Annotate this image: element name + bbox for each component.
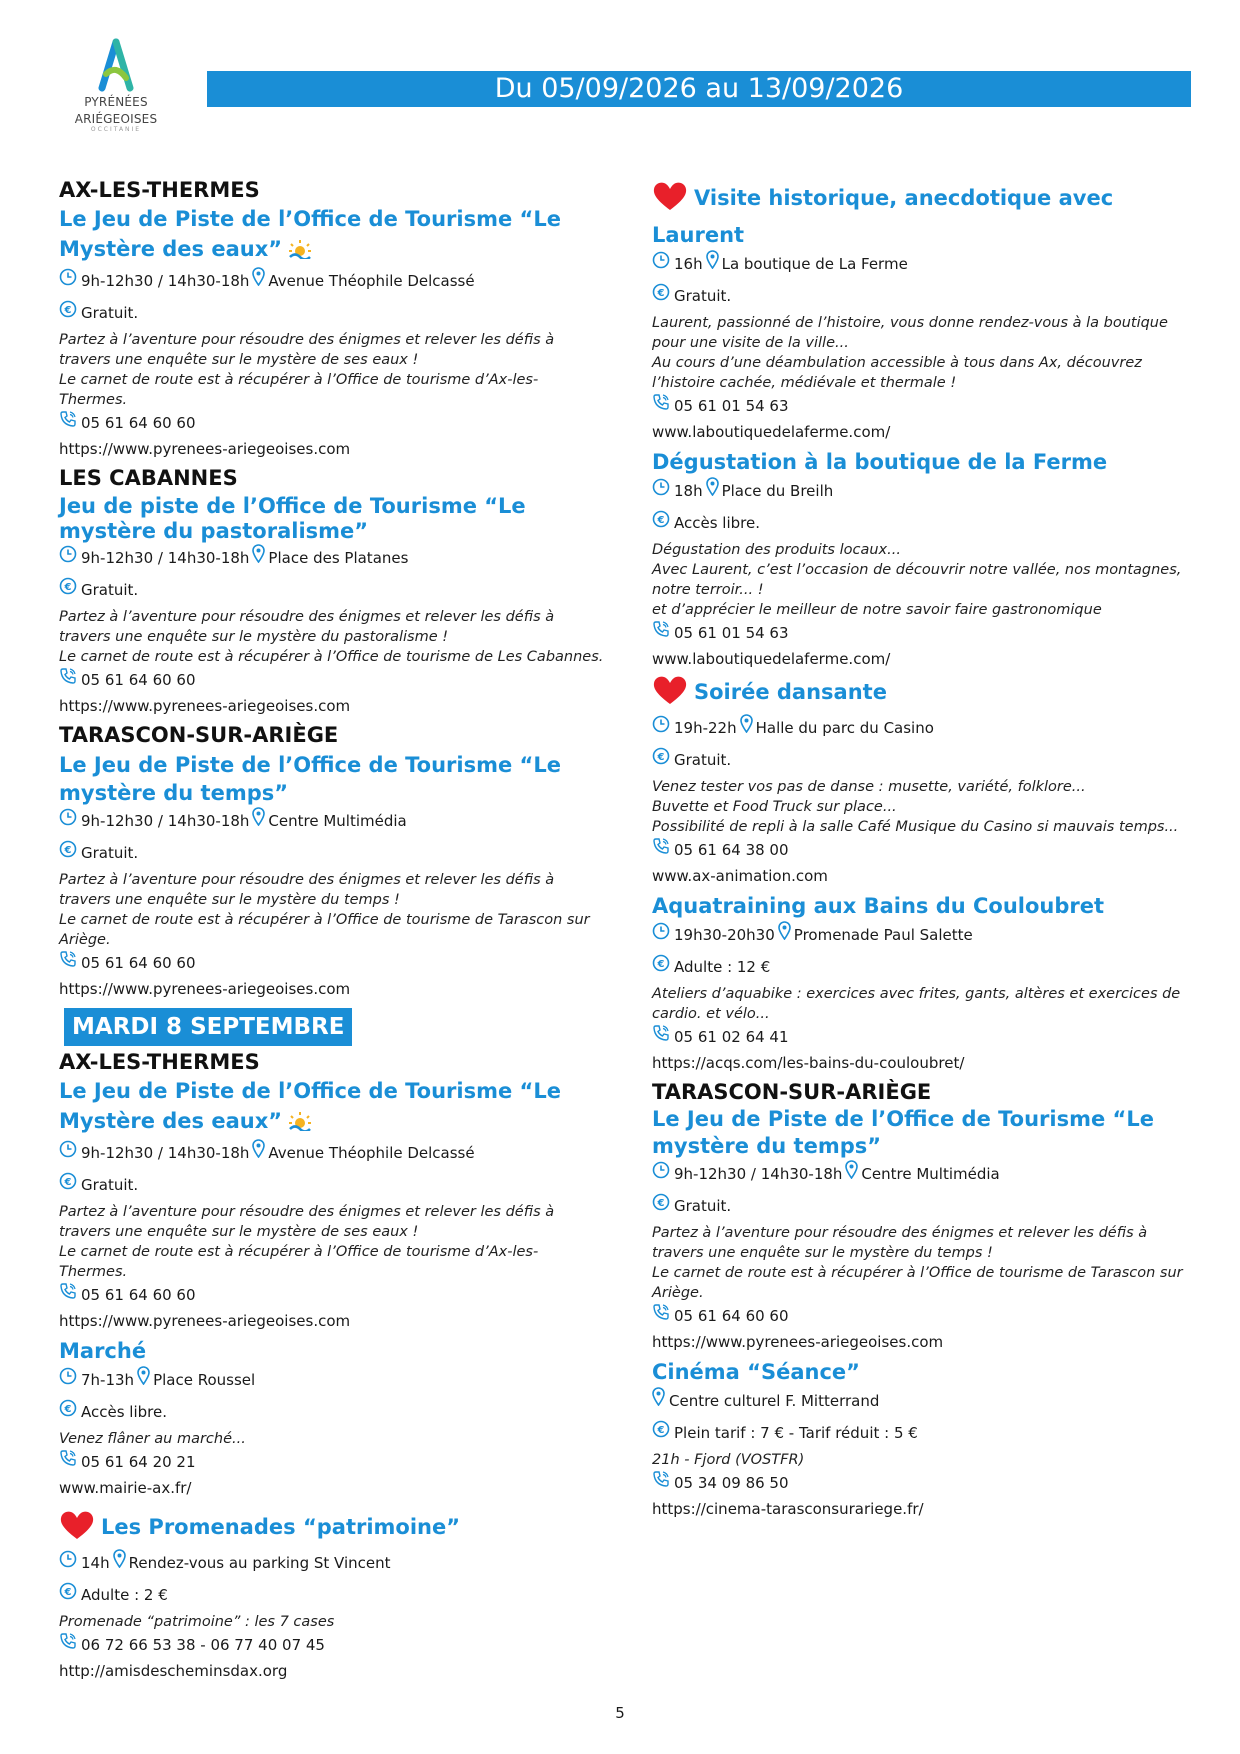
location-pin-icon xyxy=(706,477,719,504)
event-entry xyxy=(59,751,604,1002)
location-pin-icon xyxy=(252,267,265,294)
event-title: Cinéma “Séance” xyxy=(652,1360,860,1384)
event-description: Partez à l’aventure pour résoudre des énigmes et relever les défis à travers une enquête sur le mystère du temps ! Le carnet de route est à récupérer à l’Office de tourisme de Tarascon sur Ariège. xyxy=(59,872,590,948)
svg-text:€: € xyxy=(64,1177,72,1188)
event-time-place xyxy=(652,477,1192,504)
event-title: Les Promenades “patrimoine” xyxy=(59,1509,604,1549)
phone-icon xyxy=(652,620,670,646)
location-pin-icon xyxy=(778,921,791,948)
logo-text-line3: OCCITANIE xyxy=(90,126,142,133)
event-time: 19h30-20h30 xyxy=(674,925,775,944)
location-pin-icon xyxy=(845,1160,858,1187)
event-time: 7h-13h xyxy=(81,1370,135,1389)
event-title: Marché xyxy=(59,1339,147,1363)
event-place: Avenue Théophile Delcassé xyxy=(268,1143,475,1162)
heart-icon xyxy=(59,1509,95,1549)
svg-text:€: € xyxy=(64,1404,72,1415)
heart-icon xyxy=(652,674,688,714)
event-time: 9h-12h30 / 14h30-18h xyxy=(81,548,250,567)
clock-icon xyxy=(652,715,670,741)
event-time: 9h-12h30 / 14h30-18h xyxy=(81,1143,250,1162)
event-price xyxy=(652,1193,1192,1219)
event-phone-number[interactable]: 05 61 64 60 60 xyxy=(81,1286,196,1304)
event-price xyxy=(652,510,1192,536)
event-place: Centre Multimédia xyxy=(268,811,407,830)
event-phone xyxy=(652,620,1192,646)
event-description: Partez à l’aventure pour résoudre des énigmes et relever les défis à travers une enquête sur le mystère du pastoralisme ! Le carnet de route est à récupérer à l’Office de tourisme de Les Cabannes. xyxy=(59,609,604,665)
event-phone-number[interactable]: 05 61 64 38 00 xyxy=(674,841,789,859)
event-title: Soirée dansante xyxy=(652,674,1192,714)
event-phone xyxy=(652,1024,1192,1050)
event-url[interactable]: https://acqs.com/les-bains-du-couloubret/ xyxy=(652,1054,965,1072)
event-entry xyxy=(59,1336,604,1501)
event-place: Place des Platanes xyxy=(268,548,409,567)
event-phone xyxy=(59,410,604,436)
phone-icon xyxy=(652,393,670,419)
euro-icon xyxy=(652,954,670,980)
event-phone-number[interactable]: 06 72 66 53 38 - 06 77 40 07 45 xyxy=(81,1636,325,1654)
phone-icon xyxy=(59,1282,77,1308)
svg-text:€: € xyxy=(64,582,72,593)
event-price-text: Gratuit. xyxy=(81,304,139,322)
left-column xyxy=(59,176,604,1686)
event-time-place xyxy=(59,267,604,294)
town-heading: AX-LES-THERMES xyxy=(59,178,260,202)
event-url[interactable]: www.laboutiquedelaferme.com/ xyxy=(652,650,891,668)
event-url[interactable]: https://cinema-tarasconsurariege.fr/ xyxy=(652,1500,924,1518)
logo-text-line2: ARIÉGEOISES xyxy=(74,112,158,126)
event-description: Promenade “patrimoine” : les 7 cases xyxy=(59,1614,335,1630)
event-time-place xyxy=(59,1549,604,1576)
logo-text-line1: PYRÉNÉES xyxy=(84,95,148,109)
logo xyxy=(66,38,166,134)
svg-text:€: € xyxy=(64,845,72,856)
event-price-text: Accès libre. xyxy=(674,514,760,532)
event-title: Le Jeu de Piste de l’Office de Tourisme “Le Mystère des eaux” xyxy=(59,204,604,267)
euro-icon xyxy=(652,1193,670,1219)
location-pin-icon xyxy=(740,714,753,741)
event-place: La boutique de La Ferme xyxy=(721,254,908,273)
event-url[interactable]: www.mairie-ax.fr/ xyxy=(59,1479,192,1497)
event-price-text: Adulte : 2 € xyxy=(81,1586,168,1604)
event-price-text: Plein tarif : 7 € - Tarif réduit : 5 € xyxy=(674,1424,918,1442)
event-price-text: Gratuit. xyxy=(674,751,732,769)
svg-text:€: € xyxy=(657,752,665,763)
event-phone-number[interactable]: 05 61 64 60 60 xyxy=(81,671,196,689)
page-number: 5 xyxy=(615,1704,625,1722)
event-entry xyxy=(59,1509,604,1684)
event-phone xyxy=(59,950,604,976)
event-price xyxy=(59,577,604,603)
event-phone xyxy=(59,1282,604,1308)
event-title: Le Jeu de Piste de l’Office de Tourisme “Le mystère du temps” xyxy=(652,1107,1154,1158)
euro-icon xyxy=(59,840,77,866)
location-pin-icon xyxy=(137,1366,150,1393)
clock-icon xyxy=(59,268,77,294)
town-heading: LES CABANNES xyxy=(59,466,238,490)
phone-icon xyxy=(59,1632,77,1658)
svg-text:€: € xyxy=(657,515,665,526)
event-time-place xyxy=(59,807,604,834)
svg-text:€: € xyxy=(64,305,72,316)
event-price-text: Gratuit. xyxy=(81,844,139,862)
event-place: Rendez-vous au parking St Vincent xyxy=(128,1553,391,1572)
event-description: Dégustation des produits locaux... Avec Laurent, c’est l’occasion de découvrir notre vallée, nos montagnes, notre terroir... ! et d’apprécier le meilleur de notre savoir faire gastronomique xyxy=(652,542,1182,618)
phone-icon xyxy=(652,837,670,863)
event-time: 9h-12h30 / 14h30-18h xyxy=(81,271,250,290)
family-sun-icon xyxy=(288,237,312,267)
phone-icon xyxy=(652,1303,670,1329)
event-description: Partez à l’aventure pour résoudre des énigmes et relever les défis à travers une enquête sur le mystère de ses eaux ! Le carnet de route est à récupérer à l’Office de tourisme d’Ax-les-Thermes. xyxy=(59,1204,555,1280)
event-description: Venez flâner au marché... xyxy=(59,1431,246,1447)
euro-icon xyxy=(652,283,670,309)
event-url[interactable]: https://www.pyrenees-ariegeoises.com xyxy=(59,440,351,458)
event-title: Dégustation à la boutique de la Ferme xyxy=(652,450,1108,474)
event-price xyxy=(652,954,1192,980)
event-title: Aquatraining aux Bains du Couloubret xyxy=(652,894,1105,918)
date-range-banner: Du 05/09/2026 au 13/09/2026 xyxy=(207,71,1191,107)
event-price-text: Gratuit. xyxy=(674,1197,732,1215)
event-title: Le Jeu de Piste de l’Office de Tourisme “Le mystère du temps” xyxy=(59,753,561,805)
phone-icon xyxy=(59,1449,77,1475)
logo-mark-icon xyxy=(96,38,136,92)
svg-text:€: € xyxy=(657,288,665,299)
event-place: Place du Breilh xyxy=(721,481,834,500)
event-time: 19h-22h xyxy=(674,718,737,737)
event-url[interactable]: https://www.pyrenees-ariegeoises.com xyxy=(652,1333,944,1351)
event-phone-number[interactable]: 05 61 01 54 63 xyxy=(674,397,789,415)
event-price xyxy=(652,283,1192,309)
event-url[interactable]: https://www.pyrenees-ariegeoises.com xyxy=(59,697,351,715)
event-price-text: Gratuit. xyxy=(81,581,139,599)
event-entry xyxy=(652,674,1192,889)
event-phone-number[interactable]: 05 61 01 54 63 xyxy=(674,624,789,642)
event-phone xyxy=(652,1303,1192,1329)
event-phone xyxy=(59,667,604,693)
event-entry xyxy=(59,494,604,719)
event-place: Halle du parc du Casino xyxy=(755,718,934,737)
event-place: Promenade Paul Salette xyxy=(793,925,973,944)
event-phone-number[interactable]: 05 34 09 86 50 xyxy=(674,1474,789,1492)
event-time-place xyxy=(652,250,1192,277)
event-phone-number[interactable]: 05 61 02 64 41 xyxy=(674,1028,789,1046)
event-price xyxy=(652,1420,1192,1446)
event-time: 9h-12h30 / 14h30-18h xyxy=(674,1164,843,1183)
event-price-text: Accès libre. xyxy=(81,1403,167,1421)
location-pin-icon xyxy=(652,1387,665,1414)
town-heading: AX-LES-THERMES xyxy=(59,1050,260,1074)
event-place: Centre culturel F. Mitterrand xyxy=(669,1391,880,1410)
event-url[interactable]: www.laboutiquedelaferme.com/ xyxy=(652,423,891,441)
location-pin-icon xyxy=(706,250,719,277)
event-time: 9h-12h30 / 14h30-18h xyxy=(81,811,250,830)
event-phone-number[interactable]: 05 61 64 20 21 xyxy=(81,1453,196,1471)
event-description: Ateliers d’aquabike : exercices avec frites, gants, altères et exercices de cardio. et vélo... xyxy=(652,986,1181,1022)
svg-text:€: € xyxy=(64,1587,72,1598)
euro-icon xyxy=(59,1399,77,1425)
clock-icon xyxy=(59,545,77,571)
event-phone-number[interactable]: 05 61 64 60 60 xyxy=(674,1307,789,1325)
event-price xyxy=(652,747,1192,773)
event-phone xyxy=(652,393,1192,419)
event-phone-number[interactable]: 05 61 64 60 60 xyxy=(81,954,196,972)
event-url[interactable]: https://www.pyrenees-ariegeoises.com xyxy=(59,980,351,998)
event-phone-number[interactable]: 05 61 64 60 60 xyxy=(81,414,196,432)
event-url[interactable]: www.ax-animation.com xyxy=(652,867,828,885)
svg-text:€: € xyxy=(657,1425,665,1436)
event-entry xyxy=(59,1076,604,1334)
heart-icon xyxy=(652,180,688,220)
event-time: 16h xyxy=(674,254,703,273)
event-description: Partez à l’aventure pour résoudre des énigmes et relever les défis à travers une enquête sur le mystère du temps ! Le carnet de route est à récupérer à l’Office de tourisme de Tarascon sur Ariège. xyxy=(652,1225,1183,1301)
event-entry xyxy=(59,204,604,462)
event-time-place xyxy=(652,714,1192,741)
clock-icon xyxy=(652,478,670,504)
event-time-place xyxy=(652,1160,1192,1187)
event-entry xyxy=(652,1357,1192,1522)
event-time-place xyxy=(652,921,1192,948)
euro-icon xyxy=(652,1420,670,1446)
location-pin-icon xyxy=(113,1549,126,1576)
euro-icon xyxy=(652,747,670,773)
phone-icon xyxy=(652,1024,670,1050)
event-entry xyxy=(652,891,1192,1076)
right-column xyxy=(652,180,1192,1524)
event-price xyxy=(59,840,604,866)
event-price xyxy=(59,1582,604,1608)
event-price-text: Adulte : 12 € xyxy=(674,958,771,976)
event-url[interactable]: http://amisdescheminsdax.org xyxy=(59,1662,288,1680)
euro-icon xyxy=(59,1172,77,1198)
day-heading: MARDI 8 SEPTEMBRE xyxy=(64,1008,352,1046)
clock-icon xyxy=(652,1161,670,1187)
location-pin-icon xyxy=(252,807,265,834)
euro-icon xyxy=(59,300,77,326)
event-title: Jeu de piste de l’Office de Tourisme “Le mystère du pastoralisme” xyxy=(59,494,526,543)
town-heading: TARASCON-SUR-ARIÈGE xyxy=(652,1080,932,1104)
event-time-place xyxy=(59,544,604,571)
clock-icon xyxy=(652,922,670,948)
event-phone xyxy=(59,1632,604,1658)
event-time-place xyxy=(59,1366,604,1393)
euro-icon xyxy=(59,1582,77,1608)
clock-icon xyxy=(652,251,670,277)
event-url[interactable]: https://www.pyrenees-ariegeoises.com xyxy=(59,1312,351,1330)
euro-icon xyxy=(652,510,670,536)
event-entry xyxy=(652,447,1192,672)
event-price xyxy=(59,1399,604,1425)
phone-icon xyxy=(59,950,77,976)
event-time: 18h xyxy=(674,481,703,500)
event-description: Laurent, passionné de l’histoire, vous donne rendez-vous à la boutique pour une visite de la ville... Au cours d’une déambulation accessible à tous dans Ax, découvrez l’histoire cachée, médiévale et thermale ! xyxy=(652,315,1168,391)
event-price xyxy=(59,300,604,326)
event-description: 21h - Fjord (VOSTFR) xyxy=(652,1452,805,1468)
phone-icon xyxy=(59,410,77,436)
phone-icon xyxy=(652,1470,670,1496)
event-price-text: Gratuit. xyxy=(81,1176,139,1194)
event-phone xyxy=(652,837,1192,863)
event-place: Place Roussel xyxy=(153,1370,256,1389)
event-time-place xyxy=(59,1139,604,1166)
event-description: Venez tester vos pas de danse : musette, variété, folklore... Buvette et Food Truck sur place... Possibilité de repli à la salle Café Musique du Casino si mauvais temps... xyxy=(652,779,1179,835)
clock-icon xyxy=(59,1140,77,1166)
svg-text:€: € xyxy=(657,959,665,970)
event-title: Visite historique, anecdotique avec Laurent xyxy=(652,180,1192,250)
clock-icon xyxy=(59,808,77,834)
event-place-row xyxy=(652,1387,1192,1414)
event-phone xyxy=(652,1470,1192,1496)
event-price-text: Gratuit. xyxy=(674,287,732,305)
event-entry xyxy=(652,180,1192,445)
euro-icon xyxy=(59,577,77,603)
town-heading: TARASCON-SUR-ARIÈGE xyxy=(59,723,339,747)
event-description: Partez à l’aventure pour résoudre des énigmes et relever les défis à travers une enquête sur le mystère de ses eaux ! Le carnet de route est à récupérer à l’Office de tourisme d’Ax-les-Thermes. xyxy=(59,332,555,408)
phone-icon xyxy=(59,667,77,693)
family-sun-icon xyxy=(288,1109,312,1139)
event-place: Centre Multimédia xyxy=(861,1164,1000,1183)
event-place: Avenue Théophile Delcassé xyxy=(268,271,475,290)
location-pin-icon xyxy=(252,1139,265,1166)
clock-icon xyxy=(59,1550,77,1576)
event-title: Le Jeu de Piste de l’Office de Tourisme “Le Mystère des eaux” xyxy=(59,1076,604,1139)
event-price xyxy=(59,1172,604,1198)
event-time: 14h xyxy=(81,1553,110,1572)
location-pin-icon xyxy=(252,544,265,571)
event-phone xyxy=(59,1449,604,1475)
svg-text:€: € xyxy=(657,1198,665,1209)
event-entry xyxy=(652,1106,1192,1355)
clock-icon xyxy=(59,1367,77,1393)
